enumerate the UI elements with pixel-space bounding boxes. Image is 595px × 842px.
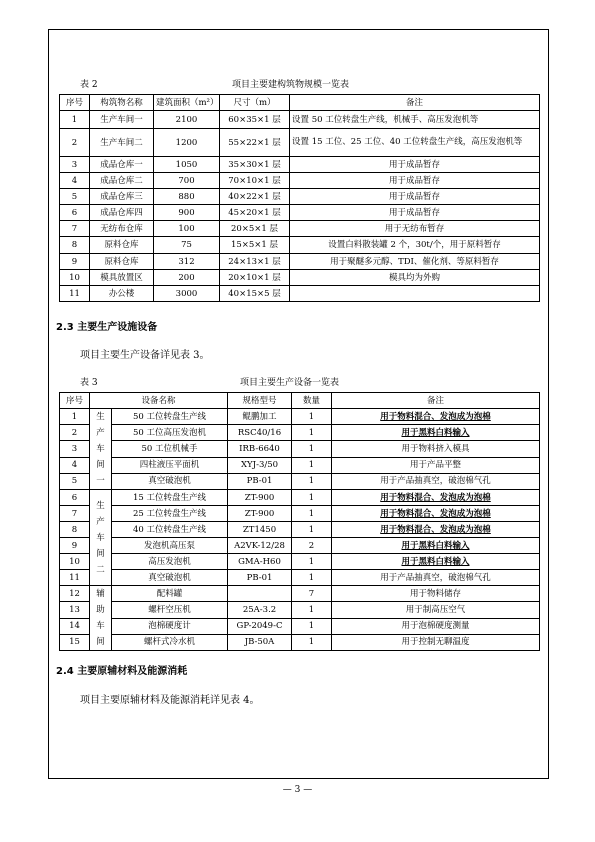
table2-cell: 成品仓库四 (90, 205, 154, 221)
table3-cell: 9 (60, 538, 90, 554)
table-row (60, 111, 540, 129)
table2-header-cell: 序号 (60, 95, 90, 111)
table3-cell: XYJ-3/50 (228, 457, 292, 473)
table3-title: 项目主要生产设备一览表 (240, 378, 340, 388)
table3-cell: 高压发泡机 (112, 554, 228, 570)
table2-cell: 5 (60, 189, 90, 205)
table3-cell: 1 (292, 554, 332, 570)
table2-cell: 成品仓库一 (90, 157, 154, 173)
table2-cell: 用于无纺布暂存 (290, 221, 540, 237)
table2-cell: 8 (60, 237, 90, 254)
table2-cell: 用于聚醚多元醇、TDI、催化剂、等原料暂存 (290, 254, 540, 270)
table-row (60, 129, 540, 157)
table3-cell: 1 (292, 634, 332, 650)
table3-cell: 用于物料混合、发泡成为泡棉 (332, 490, 540, 506)
table3-cell: 用于物料混合、发泡成为泡棉 (332, 522, 540, 538)
table-row (60, 189, 540, 205)
table3-cell: 1 (292, 457, 332, 473)
table3-cell: ZT-900 (228, 490, 292, 506)
table2-title: 项目主要建构筑物规模一览表 (232, 80, 350, 90)
table3-cell: 1 (60, 409, 90, 425)
table3-cell: 用于产品平整 (332, 457, 540, 473)
section-heading-2-4: 2.4 主要原辅材料及能源消耗 (56, 666, 188, 677)
table2-cell: 2100 (154, 111, 220, 129)
table3-cell: 25 工位转盘生产线 (112, 506, 228, 522)
table2-cell: 1 (60, 111, 90, 129)
table-row (60, 157, 540, 173)
table3-cell: ZT1450 (228, 522, 292, 538)
table2-header-row (60, 95, 540, 111)
table3-group-cell: 生 产 车 间 二 (90, 490, 112, 586)
table-row (60, 522, 540, 538)
table3-header-cell: 备注 (332, 393, 540, 409)
table2-cell: 45×20×1 层 (220, 205, 290, 221)
table2-cell: 设置 15 工位、25 工位、40 工位转盘生产线，高压发泡机等 (290, 129, 540, 157)
table2-cell (290, 286, 540, 302)
table3-cell: 1 (292, 409, 332, 425)
table2 (59, 94, 540, 302)
table3-cell: 8 (60, 522, 90, 538)
table-row (60, 221, 540, 237)
table3-cell: 用于控制无聊温度 (332, 634, 540, 650)
table2-cell: 7 (60, 221, 90, 237)
table3-cell: 40 工位转盘生产线 (112, 522, 228, 538)
table3-cell: 1 (292, 506, 332, 522)
table3-cell: 5 (60, 473, 90, 489)
table2-cell: 55×22×1 层 (220, 129, 290, 157)
table3-cell: 真空破泡机 (112, 473, 228, 489)
table3-cell: 15 工位转盘生产线 (112, 490, 228, 506)
table2-cell: 700 (154, 173, 220, 189)
table-row (60, 506, 540, 522)
table2-cell: 用于成品暂存 (290, 173, 540, 189)
table2-cell: 312 (154, 254, 220, 270)
table3-cell: 用于黑料白料输入 (332, 425, 540, 441)
table2-cell: 原料仓库 (90, 254, 154, 270)
table-row (60, 634, 540, 650)
table2-cell: 20×5×1 层 (220, 221, 290, 237)
table3-cell: ZT-900 (228, 506, 292, 522)
table2-cell: 24×13×1 层 (220, 254, 290, 270)
table3-cell: 11 (60, 570, 90, 586)
table2-cell: 原料仓库 (90, 237, 154, 254)
table3-cell: 配料罐 (112, 586, 228, 602)
table3-cell: 1 (292, 441, 332, 457)
table3-cell: 用于黑料白料输入 (332, 538, 540, 554)
table3-cell: 四柱液压平面机 (112, 457, 228, 473)
page-number: — 3 — (282, 785, 313, 795)
table3-cell: 用于物料混合、发泡成为泡棉 (332, 409, 540, 425)
table3-cell: 螺杆空压机 (112, 602, 228, 618)
table2-cell: 75 (154, 237, 220, 254)
table2-cell: 40×15×5 层 (220, 286, 290, 302)
table2-cell: 100 (154, 221, 220, 237)
table3-cell: 10 (60, 554, 90, 570)
table-row (60, 173, 540, 189)
table-row (60, 237, 540, 254)
table3-header-cell: 规格型号 (228, 393, 292, 409)
table2-header-cell: 尺寸（m） (220, 95, 290, 111)
table-row (60, 457, 540, 473)
table2-cell: 无纺布仓库 (90, 221, 154, 237)
table2-cell: 模具均为外购 (290, 270, 540, 286)
table3-label: 表 3 (80, 378, 98, 388)
table3-cell: RSC40/16 (228, 425, 292, 441)
table3-cell: 泡棉硬度计 (112, 618, 228, 634)
table2-cell: 40×22×1 层 (220, 189, 290, 205)
table2-cell: 设置 50 工位转盘生产线，机械手、高压发泡机等 (290, 111, 540, 129)
table2-cell: 用于成品暂存 (290, 189, 540, 205)
table3-cell: 13 (60, 602, 90, 618)
table3-cell: 1 (292, 570, 332, 586)
table3-cell: IRB-6640 (228, 441, 292, 457)
table2-cell: 15×5×1 层 (220, 237, 290, 254)
table3-cell: 3 (60, 441, 90, 457)
table3-cell: 7 (292, 586, 332, 602)
table2-cell: 办公楼 (90, 286, 154, 302)
table2-cell: 模具放置区 (90, 270, 154, 286)
table-row (60, 473, 540, 489)
table3-cell: JB-50A (228, 634, 292, 650)
table3 (59, 392, 540, 651)
table-row (60, 286, 540, 302)
table-row (60, 254, 540, 270)
table3-cell: GP-2049-C (228, 618, 292, 634)
table3-group-cell: 生 产 车 间 一 (90, 409, 112, 490)
table3-cell: 用于黑料白料输入 (332, 554, 540, 570)
table2-header-cell: 备注 (290, 95, 540, 111)
table2-cell: 900 (154, 205, 220, 221)
table3-header-cell: 序号 (60, 393, 90, 409)
table3-cell: 50 工位机械手 (112, 441, 228, 457)
table-row (60, 602, 540, 618)
table3-cell: PB-01 (228, 473, 292, 489)
table3-cell: 25A-3.2 (228, 602, 292, 618)
table3-cell: 15 (60, 634, 90, 650)
table3-cell: 用于产品抽真空，破泡棉气孔 (332, 570, 540, 586)
table-row (60, 538, 540, 554)
table2-cell: 1200 (154, 129, 220, 157)
table3-cell: 用于产品抽真空，破泡棉气孔 (332, 473, 540, 489)
table-row (60, 618, 540, 634)
table2-cell: 生产车间二 (90, 129, 154, 157)
table2-cell: 成品仓库三 (90, 189, 154, 205)
table2-cell: 200 (154, 270, 220, 286)
table3-cell: 用于制高压空气 (332, 602, 540, 618)
table3-cell: 发泡机高压泵 (112, 538, 228, 554)
table3-cell: 7 (60, 506, 90, 522)
table3-group-cell: 辅 助 车 间 (90, 586, 112, 651)
table3-cell: A2VK-12/28 (228, 538, 292, 554)
table2-cell: 880 (154, 189, 220, 205)
table3-cell: 用于物料混合、发泡成为泡棉 (332, 506, 540, 522)
table3-cell: 50 工位转盘生产线 (112, 409, 228, 425)
table3-cell: 6 (60, 490, 90, 506)
table2-cell: 1050 (154, 157, 220, 173)
table2-cell: 生产车间一 (90, 111, 154, 129)
table-row (60, 409, 540, 425)
table3-cell (228, 586, 292, 602)
table3-cell: 12 (60, 586, 90, 602)
table3-cell: 1 (292, 490, 332, 506)
table2-cell: 20×10×1 层 (220, 270, 290, 286)
table-row (60, 586, 540, 602)
table-row (60, 441, 540, 457)
table2-cell: 11 (60, 286, 90, 302)
table3-cell: 用于物料挤入模具 (332, 441, 540, 457)
table3-cell: 真空破泡机 (112, 570, 228, 586)
table2-cell: 9 (60, 254, 90, 270)
section-paragraph-2-4: 项目主要原辅材料及能源消耗详见表 4。 (80, 695, 260, 706)
table3-cell: 用于物料储存 (332, 586, 540, 602)
table3-cell: 1 (292, 618, 332, 634)
section-heading-2-3: 2.3 主要生产设施设备 (56, 322, 158, 333)
table2-cell: 用于成品暂存 (290, 157, 540, 173)
table2-cell: 3000 (154, 286, 220, 302)
table2-cell: 4 (60, 173, 90, 189)
table-row (60, 425, 540, 441)
table2-cell: 60×35×1 层 (220, 111, 290, 129)
table3-cell: 1 (292, 425, 332, 441)
table2-cell: 用于成品暂存 (290, 205, 540, 221)
table-row (60, 570, 540, 586)
table3-cell: GMA-H60 (228, 554, 292, 570)
table2-header-cell: 构筑物名称 (90, 95, 154, 111)
table3-cell: 2 (60, 425, 90, 441)
table3-cell: 1 (292, 602, 332, 618)
table2-cell: 6 (60, 205, 90, 221)
table2-label: 表 2 (80, 80, 98, 90)
table3-cell: PB-01 (228, 570, 292, 586)
table2-header-cell: 建筑面积（m²） (154, 95, 220, 111)
table2-cell: 成品仓库二 (90, 173, 154, 189)
table3-header-cell: 设备名称 (90, 393, 228, 409)
table3-cell: 2 (292, 538, 332, 554)
table3-cell: 14 (60, 618, 90, 634)
table-row (60, 270, 540, 286)
table2-cell: 设置白料散装罐 2 个，30t/个，用于原料暂存 (290, 237, 540, 254)
table2-cell: 35×30×1 层 (220, 157, 290, 173)
table2-cell: 10 (60, 270, 90, 286)
table-row (60, 554, 540, 570)
table3-header-row (60, 393, 540, 409)
section-paragraph-2-3: 项目主要生产设备详见表 3。 (80, 350, 210, 361)
table3-cell: 50 工位高压发泡机 (112, 425, 228, 441)
table3-cell: 1 (292, 522, 332, 538)
table-row (60, 205, 540, 221)
table-row (60, 490, 540, 506)
table3-cell: 用于泡棉硬度测量 (332, 618, 540, 634)
table3-cell: 1 (292, 473, 332, 489)
table2-cell: 70×10×1 层 (220, 173, 290, 189)
table3-header-cell: 数量 (292, 393, 332, 409)
table3-cell: 螺杆式冷水机 (112, 634, 228, 650)
table2-cell: 3 (60, 157, 90, 173)
table2-cell: 2 (60, 129, 90, 157)
table3-cell: 鲲鹏加工 (228, 409, 292, 425)
table3-cell: 4 (60, 457, 90, 473)
